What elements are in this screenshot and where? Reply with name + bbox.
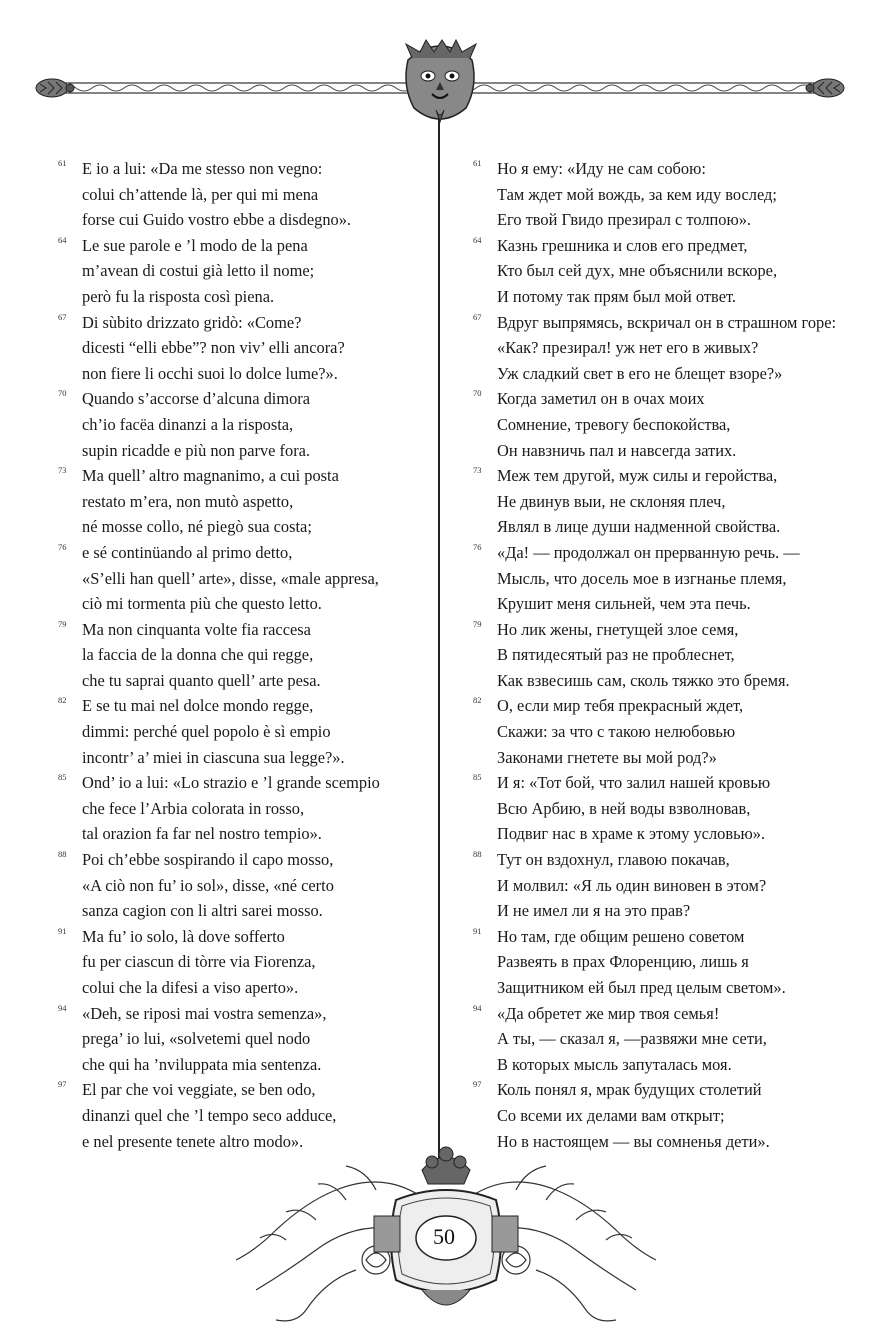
verse-line: ch’io facëa dinanzi a la risposta,: [82, 414, 294, 434]
tercet: [473, 693, 853, 770]
verse-line: И я: «Тот бой, что залил нашей кровью: [497, 773, 771, 793]
lion-mask-icon: [406, 40, 476, 122]
verse-number: 82: [58, 695, 67, 706]
verse-number: 76: [58, 541, 67, 552]
tercet: [58, 924, 430, 1001]
left-finial-icon: [36, 79, 74, 97]
verse-line: incontr’ a’ miei in ciascuna sua legge?».: [82, 747, 345, 767]
verse-line: dicesti “elli ebbe”? non viv’ elli ancora?: [82, 338, 345, 358]
verse-line: Тут он вздохнул, главою покачав,: [497, 850, 730, 870]
verse-line: Защитником ей был пред целым светом».: [497, 978, 786, 997]
verse-line: А ты, — сказал я, —развяжи мне сети,: [497, 1029, 767, 1049]
verse-number: 61: [58, 158, 67, 168]
verse-line: El par che voi veggiate, se ben odo,: [82, 1080, 316, 1100]
verse-number: 79: [58, 618, 67, 629]
tercet: [473, 156, 853, 233]
tercet: [58, 233, 430, 310]
verse-number: 73: [473, 465, 482, 476]
verse-line: Всю Арбию, в ней воды взволновав,: [497, 798, 751, 818]
verse-number: 67: [473, 311, 482, 322]
tercet: [473, 540, 853, 617]
tercet: [473, 770, 853, 847]
verse-number: 67: [58, 311, 67, 322]
verse-line: И потому так прям был мой ответ.: [497, 286, 737, 306]
right-finial-icon: [806, 79, 844, 97]
verse-line: fu per ciascun di tòrre via Fiorenza,: [82, 952, 316, 972]
tercet: [473, 463, 853, 540]
verse-line: E io a lui: «Da me stesso non vegno:: [82, 159, 323, 178]
verse-line: Вдруг выпрямясь, вскричал он в страшном горе:: [497, 312, 837, 332]
verse-number: 91: [58, 925, 67, 936]
verse-number: 61: [473, 158, 482, 168]
verse-line: Ma non cinquanta volte fia raccesa: [82, 619, 311, 639]
verse-number: 88: [473, 849, 482, 860]
verse-number: 79: [473, 618, 482, 629]
verse-line: che qui ha ’nviluppata mia sentenza.: [82, 1054, 322, 1074]
verse-line: Скажи: за что с такою нелюбовью: [497, 722, 736, 742]
verse-line: Меж тем другой, муж силы и геройства,: [497, 466, 778, 486]
tercet: [58, 540, 430, 617]
verse-line: И молвил: «Я ль один виновен в этом?: [497, 875, 767, 895]
tercet: [473, 847, 853, 924]
column-divider: [438, 118, 440, 1158]
verse-number: 97: [473, 1079, 482, 1090]
verse-line: e sé continüando al primo detto,: [82, 542, 293, 562]
verse-line: Уж сладкий свет в его не блещет взоре?»: [497, 363, 783, 383]
verse-line: Развеять в прах Флоренцию, лишь я: [497, 952, 749, 972]
verse-line: Его твой Гвидо презирал с толпою».: [497, 210, 752, 230]
verse-line: non fiere li occhi suoi lo dolce lume?».: [82, 363, 338, 383]
verse-line: В которых мысль запуталась моя.: [497, 1054, 732, 1074]
verse-line: tal orazion fa far nel nostro tempio».: [82, 824, 322, 844]
tercet: [58, 617, 430, 694]
flower-urn-icon: [422, 1147, 470, 1184]
verse-number: 70: [473, 388, 482, 399]
verse-number: 97: [58, 1079, 67, 1090]
verse-line: sanza cagion con li altri sarei mosso.: [82, 901, 323, 921]
verse-number: 85: [58, 772, 67, 783]
italian-column: [58, 156, 430, 1154]
verse-line: Подвиг нас в храме к этому условью».: [497, 824, 766, 844]
verse-line: però fu la risposta così piena.: [82, 286, 275, 306]
verse-line: Как взвесишь сам, сколь тяжко это бремя.: [497, 670, 790, 690]
verse-number: 88: [58, 849, 67, 860]
tercet: [473, 1001, 853, 1078]
verse-line: E se tu mai nel dolce mondo regge,: [82, 696, 314, 716]
tercet: [473, 310, 853, 387]
verse-line: Не двинув выи, не склоняя плеч,: [497, 491, 726, 511]
verse-line: В пятидесятый раз не проблеснет,: [497, 645, 735, 665]
verse-line: Там ждет мой вождь, за кем иду вослед;: [497, 184, 777, 204]
verse-line: forse cui Guido vostro ebbe a disdegno».: [82, 210, 352, 230]
verse-line: Со всеми их делами вам открыт;: [497, 1105, 725, 1125]
verse-number: 91: [473, 925, 482, 936]
verse-line: Но лик жены, гнетущей злое семя,: [497, 619, 739, 639]
tercet: [473, 386, 853, 463]
verse-number: 85: [473, 772, 482, 783]
tercet: [58, 693, 430, 770]
verse-line: О, если мир тебя прекрасный ждет,: [497, 696, 744, 716]
verse-line: Poi ch’ebbe sospirando il capo mosso,: [82, 850, 334, 870]
verse-line: Когда заметил он в очах моих: [497, 389, 705, 409]
verse-line: supin ricadde e più non parve fora.: [82, 440, 311, 460]
verse-number: 82: [473, 695, 482, 706]
tercet: [473, 617, 853, 694]
verse-line: Но там, где общим решено советом: [497, 926, 745, 946]
verse-line: «S’elli han quell’ arte», disse, «male appresa,: [82, 568, 379, 588]
verse-line: e nel presente tenete altro modo».: [82, 1131, 304, 1151]
verse-line: Но в настоящем — вы сомненья дети».: [497, 1131, 770, 1151]
verse-line: la faccia de la donna che qui regge,: [82, 645, 314, 665]
verse-line: «Deh, se riposi mai vostra semenza»,: [82, 1003, 327, 1023]
verse-line: Ma quell’ altro magnanimo, a cui posta: [82, 466, 339, 486]
verse-line: Ma fu’ io solo, là dove sofferto: [82, 926, 285, 946]
verse-line: Он навзничь пал и навсегда затих.: [497, 440, 737, 460]
verse-line: И не имел ли я на это прав?: [497, 901, 691, 921]
verse-line: «Да обретет же мир твоя семья!: [497, 1003, 720, 1023]
verse-line: Quando s’accorse d’alcuna dimora: [82, 389, 311, 409]
verse-line: Сомнение, тревогу беспокойства,: [497, 414, 731, 434]
tercet: [58, 847, 430, 924]
verse-number: 70: [58, 388, 67, 399]
verse-number: 64: [58, 234, 67, 245]
verse-line: Казнь грешника и слов его предмет,: [497, 235, 748, 255]
tercet: [58, 770, 430, 847]
verse-line: prega’ io lui, «solvetemi quel nodo: [82, 1029, 311, 1049]
russian-column: [473, 156, 853, 1154]
verse-number: 73: [58, 465, 67, 476]
tercet: [58, 1001, 430, 1078]
verse-line: m’avean di costui già letto il nome;: [82, 261, 315, 281]
verse-line: colui che la difesi a viso aperto».: [82, 978, 299, 997]
tercet: [58, 156, 430, 233]
tercet: [473, 924, 853, 1001]
verse-line: colui ch’attende là, per qui mi mena: [82, 184, 319, 204]
verse-line: Законами гнетете вы мой род?»: [497, 747, 717, 767]
verse-number: 76: [473, 541, 482, 552]
verse-line: «A ciò non fu’ io sol», disse, «né certo: [82, 875, 334, 895]
verse-line: dimmi: perché quel popolo è sì empio: [82, 722, 331, 742]
verse-line: Коль понял я, мрак будущих столетий: [497, 1080, 762, 1100]
page-number: 50: [433, 1224, 455, 1249]
verse-line: «Да! — продолжал он прерванную речь. —: [497, 542, 800, 562]
verse-line: né mosse collo, né piegò sua costa;: [82, 517, 312, 537]
verse-line: che fece l’Arbia colorata in rosso,: [82, 798, 305, 818]
verse-number: 64: [473, 234, 482, 245]
verse-line: Мысль, что досель мое в изгнанье племя,: [497, 568, 787, 588]
tercet: [58, 386, 430, 463]
verse-line: Являл в лице души надменной свойства.: [497, 517, 781, 537]
verse-number: 94: [58, 1002, 67, 1013]
verse-line: Крушит меня сильней, чем эта печь.: [497, 594, 751, 614]
header-chain-ornament: [0, 0, 880, 140]
verse-line: Кто был сей дух, мне объяснили вскоре,: [497, 261, 778, 281]
verse-line: Ond’ io a lui: «Lo strazio e ’l grande scempio: [82, 773, 380, 793]
verse-line: che tu saprai quanto quell’ arte pesa.: [82, 670, 321, 690]
tercet: [58, 310, 430, 387]
verse-line: restato m’era, non mutò aspetto,: [82, 491, 294, 511]
verse-number: 94: [473, 1002, 482, 1013]
verse-line: Le sue parole e ’l modo de la pena: [82, 235, 308, 255]
verse-line: ciò mi tormenta più che questo letto.: [82, 594, 322, 614]
tercet: [58, 463, 430, 540]
verse-line: Di sùbito drizzato gridò: «Come?: [82, 312, 302, 332]
verse-line: «Как? презирал! уж нет его в живых?: [497, 338, 759, 358]
verse-line: Но я ему: «Иду не сам собою:: [497, 159, 706, 178]
verse-line: dinanzi quel che ’l tempo seco adduce,: [82, 1105, 337, 1125]
tercet: [473, 233, 853, 310]
